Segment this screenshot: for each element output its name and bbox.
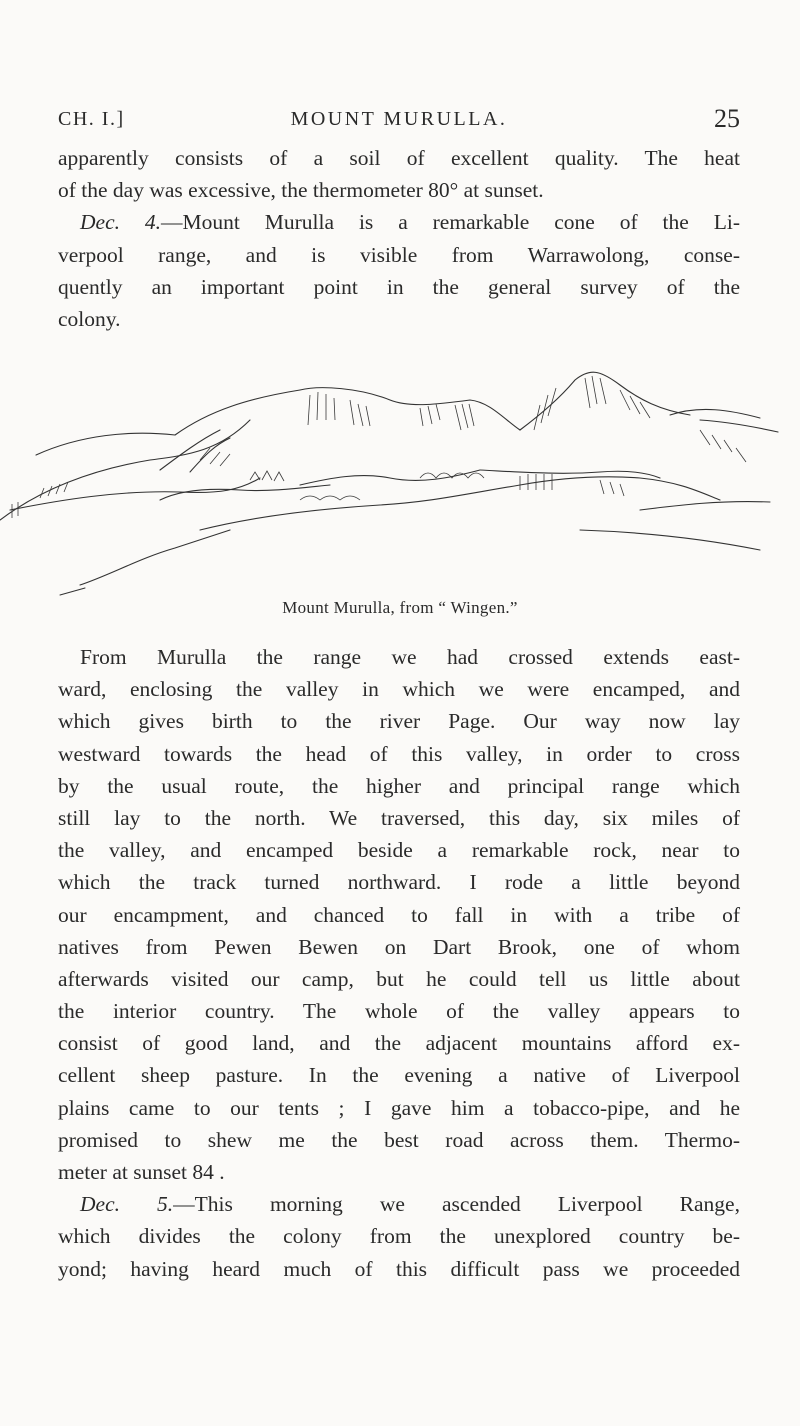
text-line: the interior country. The whole of the valley appears to: [58, 999, 740, 1024]
text-line: quently an important point in the general survey of the: [58, 274, 740, 299]
mountain-illustration: [0, 360, 800, 600]
running-title: MOUNT MURULLA.: [290, 108, 508, 130]
date-label: Dec. 4.: [80, 210, 162, 235]
text-line: westward towards the head of this valley, in order to cross: [58, 741, 740, 766]
text-line: consist of good land, and the adjacent mountains afford ex-: [58, 1031, 740, 1056]
chapter-label: CH. I.]: [58, 108, 125, 130]
text-line: cellent sheep pasture. In the evening a native of Liverpool: [58, 1063, 740, 1088]
text-line-dated: [58, 1188, 740, 1220]
figure-caption: Mount Murulla, from “ Wingen.”: [282, 598, 518, 617]
text-line: ward, enclosing the valley in which we were encamped, and: [58, 677, 740, 702]
text-line-rest: —This morning we ascended Liverpool Range,: [173, 1192, 740, 1217]
text-line: apparently consists of a soil of excellent quality. The heat: [58, 146, 740, 170]
text-line: of the day was excessive, the thermometer 80° at sunset.: [58, 178, 544, 203]
text-line: colony.: [58, 306, 121, 331]
text-line: promised to shew me the best road across them. Thermo-: [58, 1127, 740, 1152]
text-line: plains came to our tents ; I gave him a tobacco-pipe, and he: [58, 1095, 740, 1120]
text-line: which divides the colony from the unexplored country be-: [58, 1224, 740, 1249]
text-line: From Murulla the range we had crossed extends east-: [80, 645, 740, 669]
text-line-rest: —Mount Murulla is a remarkable cone of the Li-: [161, 210, 740, 235]
text-line: which gives birth to the river Page. Our way now lay: [58, 709, 740, 734]
text-line: afterwards visited our camp, but he could tell us little about: [58, 966, 740, 991]
paragraph-2: [58, 641, 740, 1285]
running-header: [58, 104, 740, 140]
text-line-dated: [58, 206, 740, 238]
text-line: by the usual route, the higher and principal range which: [58, 773, 740, 798]
text-line: natives from Pewen Bewen on Dart Brook, one of whom: [58, 934, 740, 959]
text-line: yond; having heard much of this difficult pass we proceeded: [58, 1256, 740, 1281]
paragraph-1: [58, 142, 740, 335]
text-line: still lay to the north. We traversed, this day, six miles of: [58, 805, 740, 830]
text-line: verpool range, and is visible from Warrawolong, conse-: [58, 242, 740, 267]
page-number: 25: [714, 104, 740, 133]
text-line: our encampment, and chanced to fall in with a tribe of: [58, 902, 740, 927]
text-line: the valley, and encamped beside a remarkable rock, near to: [58, 838, 740, 863]
text-line: which the track turned northward. I rode a little beyond: [58, 870, 740, 895]
text-line: meter at sunset 84 .: [58, 1160, 225, 1184]
date-label: Dec. 5.: [80, 1192, 174, 1217]
